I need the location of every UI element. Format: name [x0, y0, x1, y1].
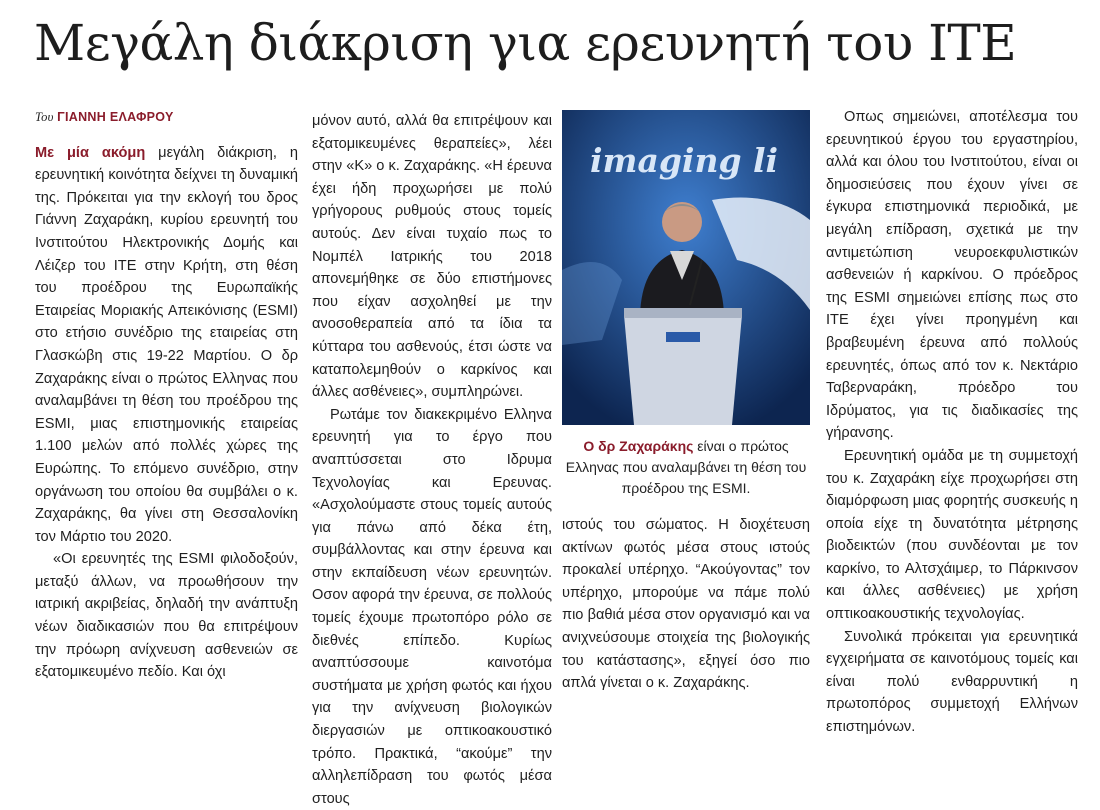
- article-column-3: [562, 514, 810, 695]
- paragraph: Συνολικά πρόκειται για ερευνητικά εγχειρήματα σε καινοτόμους τομείς και είναι πολύ ενθαρρυντική η πρωτοπόρος συμμετοχή Ελλήνων επιστημόνων.: [826, 628, 1078, 736]
- lead-phrase: Με μία ακόμη: [35, 144, 146, 161]
- paragraph: Οπως σημειώνει, αποτέλεσμα του ερευνητικού έργου του εργαστηρίου, αλλά και όλου του Ινστιτούτου, είναι οι δημοσιεύσεις που έχουν γίνει σε έγκυρα επιστημονικά περιοδικά, με μεγάλη επίδραση, σχετικά με την αντιμετώπιση νευροεκφυλιστικών ασθενειών ή καρκίνου. Ο πρόεδρος της ESMI σημειώνει επίσης πως στο ΙΤΕ έχει γίνει προηγμένη και βραβευμένη έρευνα από πολλούς ερευνητές, όπως από τον κ. Νεκτάριο Ταβερναράκη, πρόεδρο του Ιδρύματος, για τις διαδικασίες της γήρανσης.: [826, 109, 1078, 442]
- headline: Μεγάλη διάκριση για ερευνητή του ΙΤΕ: [34, 14, 1017, 72]
- caption-text: είναι ο πρώτος Ελληνας που αναλαμβάνει τη θέση του προέδρου της ESMI.: [565, 438, 807, 496]
- byline: [35, 106, 298, 129]
- article-column-4: [826, 106, 1078, 739]
- speaker-photo: [562, 110, 810, 425]
- paragraph: «Οι ερευνητές της ESMI φιλοδοξούν, μεταξύ άλλων, να προωθήσουν την ιατρική ακριβείας, δηλαδή την ανάπτυξη νέων διαδικασιών που θα επιτρέψουν την πρόωρη ανίχνευση ασθενειών σε εξατομικευμένο πεδίο. Και όχι: [35, 551, 298, 681]
- screen-text: imaging li: [590, 141, 779, 180]
- paragraph: [35, 142, 298, 549]
- paragraph: μόνον αυτό, αλλά θα επιτρέψουν και εξατομικευμένες θεραπείες», λέει στην «Κ» ο κ. Ζαχαράκης. «Η έρευνα έχει ήδη προχωρήσει με πολύ γρήγορους ρυθμούς στους τομείς αυτούς. Δεν είναι τυχαίο πως το Νομπέλ Ιατρικής του 2018 απονεμήθηκε σε δύο επιστήμονες που είχαν ασχοληθεί με την ανοσοθεραπεία από τα ίδια τα κύτταρα του ασθενούς, έτσι ώστε να καταπολεμηθούν ο καρκίνος και άλλες ασθένειες», συμπληρώνει.: [312, 113, 552, 401]
- photo-caption: [562, 436, 810, 499]
- paragraph: ιστούς του σώματος. Η διοχέτευση ακτίνων φωτός μέσα στους ιστούς προκαλεί υπέρηχο. “Ακούγοντας” τον υπέρηχο, μπορούμε να πάμε πολύ πιο βαθιά μέσα στον οργανισμό και να ανιχνεύσουμε στοιχεία της βιολογικής του κατάστασης», εξηγεί όσο πιο απλά γίνεται ο κ. Ζαχαράκης.: [562, 517, 810, 692]
- paragraph: Ρωτάμε τον διακεκριμένο Ελληνα ερευνητή για το έργο που αναπτύσσεται στο Ιδρυμα Τεχνολογίας και Ερευνας. «Ασχολούμαστε στους τομείς αυτούς για πάνω από δέκα έτη, συμβάλλοντας και στην έρευνα και στην εκπαίδευση νέων ερευνητών. Οσον αφορά την έρευνα, σε πολλούς τομείς έχουμε πρωτοπόρο ρόλο σε διεθνές επίπεδο. Κυρίως αναπτύσσουμε καινοτόμα συστήματα με χρήση φωτός και ήχου για την ανίχνευση βιολογικών διεργασιών με οπτικοακουστικό τρόπο. Πρακτικά, “ακούμε” την αλληλεπίδραση του φωτός μέσα στους: [312, 406, 552, 807]
- article-column-1: [35, 106, 298, 684]
- paragraph: Ερευνητική ομάδα με τη συμμετοχή του κ. Ζαχαράκη είχε προχωρήσει στη διαμόρφωση μιας φορητής συσκευής η οποία είχε τη δυνατότητα μέτρησης βιοδεικτών (που συνδέονται με τον καρκίνο, το Αλτσχάιμερ, το Πάρκινσον και άλλες ασθένειες) με χρήση οπτικοακουστικής τεχνολογίας.: [826, 447, 1078, 623]
- paragraph-text: μεγάλη διάκριση, η ερευνητική κοινότητα δείχνει τη δυναμική της. Πρόκειται για την εκλογή του δρος Γιάννη Ζαχαράκη, κυρίου ερευνητή του Ινστιτούτου Ηλεκτρονικής Δομής και Λέιζερ του ΙΤΕ στην Κρήτη, στη θέση του προέδρου της Ευρωπαϊκής Εταιρείας Μοριακής Απεικόνισης (ESMI) στο ετήσιο συνέδριο της εταιρείας στη Γλασκώβη στις 19-22 Μαρτίου. Ο δρ Ζαχαράκης είναι ο πρώτος Ελληνας που αναλαμβάνει τη θέση του προέδρου της ESMI, μιας επιστημονικής εταιρείας 1.100 μελών από πολλές χώρες της Ευρώπης. Το επόμενο συνέδριο, στην οργάνωση του οποίου θα συμβάλει ο κ. Ζαχαράκης, θα γίνει στη Θεσσαλονίκη τον Μάρτιο του 2020.: [35, 144, 298, 545]
- byline-prefix: Του: [35, 110, 54, 124]
- byline-author: ΓΙΑΝΝΗ ΕΛΑΦΡΟΥ: [57, 110, 174, 124]
- article-column-2: [312, 110, 552, 810]
- caption-name: Ο δρ Ζαχαράκης: [583, 438, 694, 454]
